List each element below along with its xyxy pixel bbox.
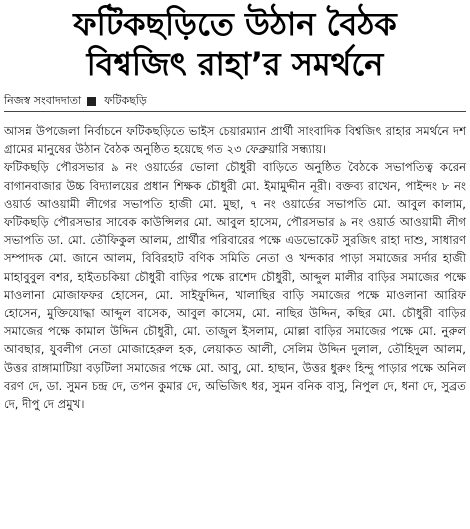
byline-reporter: নিজস্ব সংবাদদাতা [4, 94, 82, 107]
paragraph-main: ফটিকছড়ি পৌরসভার ৯ নং ওয়ার্ডের ভোলা চৌধুরী বাড়িতে অনুষ্ঠিত বৈঠকে সভাপতিত্ব করেন বাগানবাজার উচ্চ বিদ্যালয়ের প্রধান শিক্ষক চৌধুরী মো. ইমামুদ্দীন নূরী। বক্তব্য রাখেন, পাইন্দং ৮ নং ওয়ার্ড আওয়ামী লীগের সভাপতি হাজী মো. মুছা, ৭ নং ওয়ার্ডের সভাপতি মো. আবুল কালাম, ফটিকছড়ি পৌরসভার সাবেক কাউন্সিলর মো. আবুল হাসেম, পৌরসভার ৯ নং ওয়ার্ড আওয়ামী লীগ সভাপতি ডা. মো. তৌফিকুল আলম, প্রার্থীর পরিবারের পক্ষে এডভোকেট সুরজিৎ রাহা দাশু, সাধারণ সম্পাদক মো. জানে আলম, বিবিরহাট বণিক সমিতি নেতা ও খন্দকার পাড়া সমাজের সর্দার হাজী মাহাবুবুল বশর, হাইতচকিয়া চৌধুরী বাড়ির পক্ষে রাশেদ চৌধুরী, আব্দুল মালীর বাড়ির সমাজের পক্ষে মাওলানা মোজাফফর হোসেন, মো. সাইফুদ্দিন, খালাছির বাড়ি সমাজের পক্ষে মাওলানা আরিফ হোসেন, মুক্তিযোদ্ধা আব্দুল বাসেক, আবুল কাসেম, মো. নাছির উদ্দিন, কছির মো. চৌধুরী বাড়ির সমাজের পক্ষে কামাল উদ্দিন চৌধুরী, মো. তাজুল ইসলাম, মোল্লা বাড়ির সমাজের পক্ষে মো. নুরুল আবছার, যুবলীগ নেতা মোজাহেরুল হক, লেয়াকত আলী, সেলিম উদ্দিন দুলাল, তৌহিদুল আলম, উত্তর রাঙ্গামাটিয়া বড়টিলা সমাজের পক্ষে মো. আবু, মো. হাছান, উত্তর ধুরুং হিন্দু পাড়ার পক্ষে অনিল বরণ দে, ডা. সুমন চন্দ্র দে, তপন কুমার দে, অভিজিৎ ধর, সুমন বনিক বাসু, নিপুল দে, ধনা দে, সুব্রত দে, দীপু দে প্রমুখ। [4, 160, 466, 412]
byline-location: ফটিকছড়ি [104, 94, 147, 107]
headline-line-1: ফটিকছড়িতে উঠান বৈঠক [73, 5, 397, 43]
byline [4, 92, 147, 110]
article-body [4, 122, 466, 413]
paragraph-intro: আসন্ন উপজেলা নির্বাচনে ফটিকছড়িতে ভাইস চেয়ারম্যান প্রার্থী সাংবাদিক বিশ্বজিৎ রাহার সমর্থনে দশ গ্রামের মানুষের উঠান বৈঠক অনুষ্ঠিত হয়েছে গত ২৩ ফেব্রুয়ারি সন্ধ্যায়। [4, 124, 466, 157]
headline-line-2: বিশ্বজিৎ রাহা’র সমর্থনে [86, 45, 384, 83]
divider [4, 111, 466, 112]
headline [0, 4, 470, 84]
square-separator-icon [87, 97, 96, 106]
